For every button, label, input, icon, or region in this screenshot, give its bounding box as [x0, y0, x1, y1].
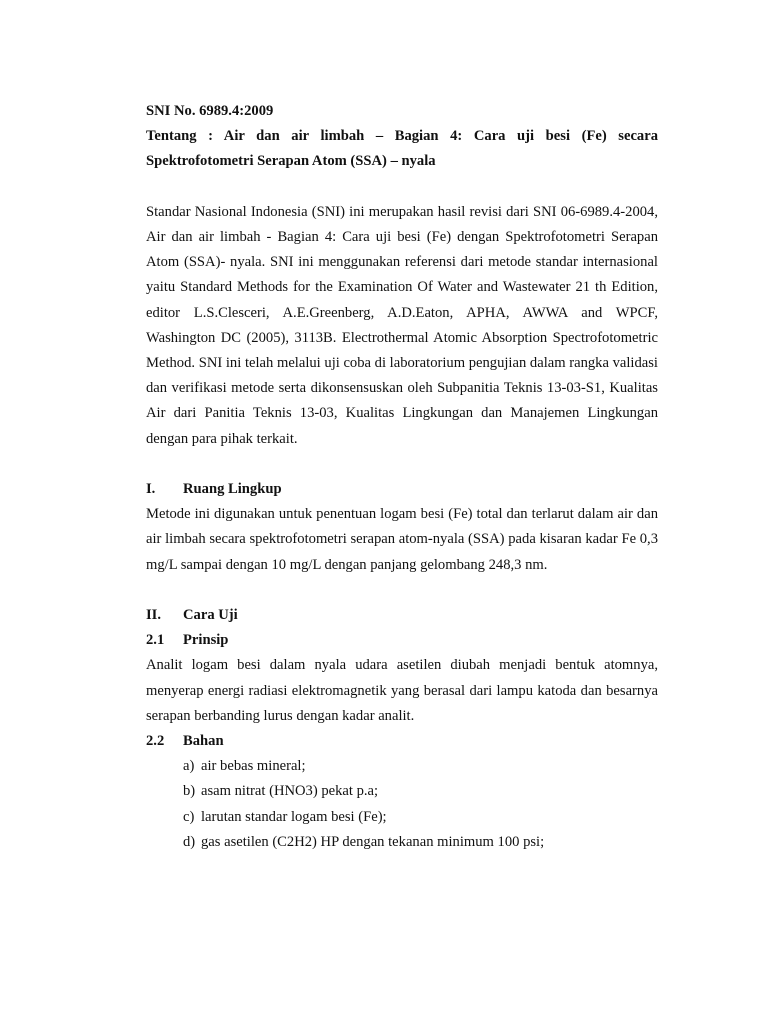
section-title: Cara Uji: [183, 607, 238, 624]
spacer: [146, 578, 658, 603]
document-subject-line-1: Tentang : Air dan air limbah – Bagian 4: Cara uji besi (Fe) secara: [146, 128, 658, 145]
document-page: [146, 99, 658, 855]
section-number: II.: [146, 607, 162, 624]
section-title: Ruang Lingkup: [183, 481, 282, 498]
list-item: [183, 830, 658, 855]
subsection-title: Bahan: [183, 733, 224, 750]
document-subject-line-2: Spektrofotometri Serapan Atom (SSA) – nyala: [146, 153, 436, 170]
spacer: [146, 175, 658, 200]
list-item-text: asam nitrat (HNO3) pekat p.a;: [201, 783, 379, 800]
materials-list: [146, 754, 658, 855]
section-1-paragraph: Metode ini digunakan untuk penentuan logam besi (Fe) total dan terlarut dalam air dan air limbah secara spektrofotometri serapan atom-nyala (SSA) pada kisaran kadar Fe 0,3 mg/L sampai dengan 10 mg/L dengan panjang gelombang 248,3 nm.: [146, 506, 658, 573]
subsection-2-2-heading: [146, 729, 658, 754]
list-marker: a): [183, 758, 195, 775]
list-item: [183, 754, 658, 779]
list-item: [183, 779, 658, 804]
subsection-number: 2.2: [146, 733, 165, 750]
spacer: [146, 452, 658, 477]
section-number: I.: [146, 481, 156, 498]
list-marker: c): [183, 808, 195, 825]
document-title: SNI No. 6989.4:2009: [146, 103, 274, 119]
list-item-text: gas asetilen (C2H2) HP dengan tekanan minimum 100 psi;: [201, 833, 545, 850]
subsection-number: 2.1: [146, 632, 165, 649]
section-1-heading: [146, 477, 658, 502]
section-2-heading: [146, 603, 658, 628]
intro-paragraph: Standar Nasional Indonesia (SNI) ini merupakan hasil revisi dari SNI 06-6989.4-2004, Air dan air limbah - Bagian 4: Cara uji besi (Fe) dengan Spektrofotometri Serapan Atom (SSA)- nyala. SNI ini menggunakan referensi dari metode standar internasional yaitu Standard Methods for the Examination Of Water and Wastewater 21 th Edition, editor L.S.Clesceri, A.E.Greenberg, A.D.Eaton, APHA, AWWA and WPCF, Washington DC (2005), 3113B. Electrothermal Atomic Absorption Spectrofotometric Method. SNI ini telah melalui uji coba di laboratorium pengujian dalam rangka validasi dan verifikasi metode serta dikonsensuskan oleh Subpanitia Teknis 13-03-S1, Kualitas Air dari Panitia Teknis 13-03, Kualitas Lingkungan dan Manajemen Lingkungan dengan para pihak terkait.: [146, 203, 658, 447]
subsection-title: Prinsip: [183, 632, 229, 649]
subsection-2-1-paragraph: Analit logam besi dalam nyala udara asetilen diubah menjadi bentuk atomnya, menyerap energi radiasi elektromagnetik yang berasal dari lampu katoda dan besarnya serapan berbanding lurus dengan kadar analit.: [146, 657, 658, 724]
list-item-text: larutan standar logam besi (Fe);: [201, 808, 387, 825]
list-item-text: air bebas mineral;: [201, 758, 306, 775]
list-marker: b): [183, 783, 196, 800]
list-item: [183, 805, 658, 830]
subsection-2-1-heading: [146, 628, 658, 653]
list-marker: d): [183, 833, 196, 850]
